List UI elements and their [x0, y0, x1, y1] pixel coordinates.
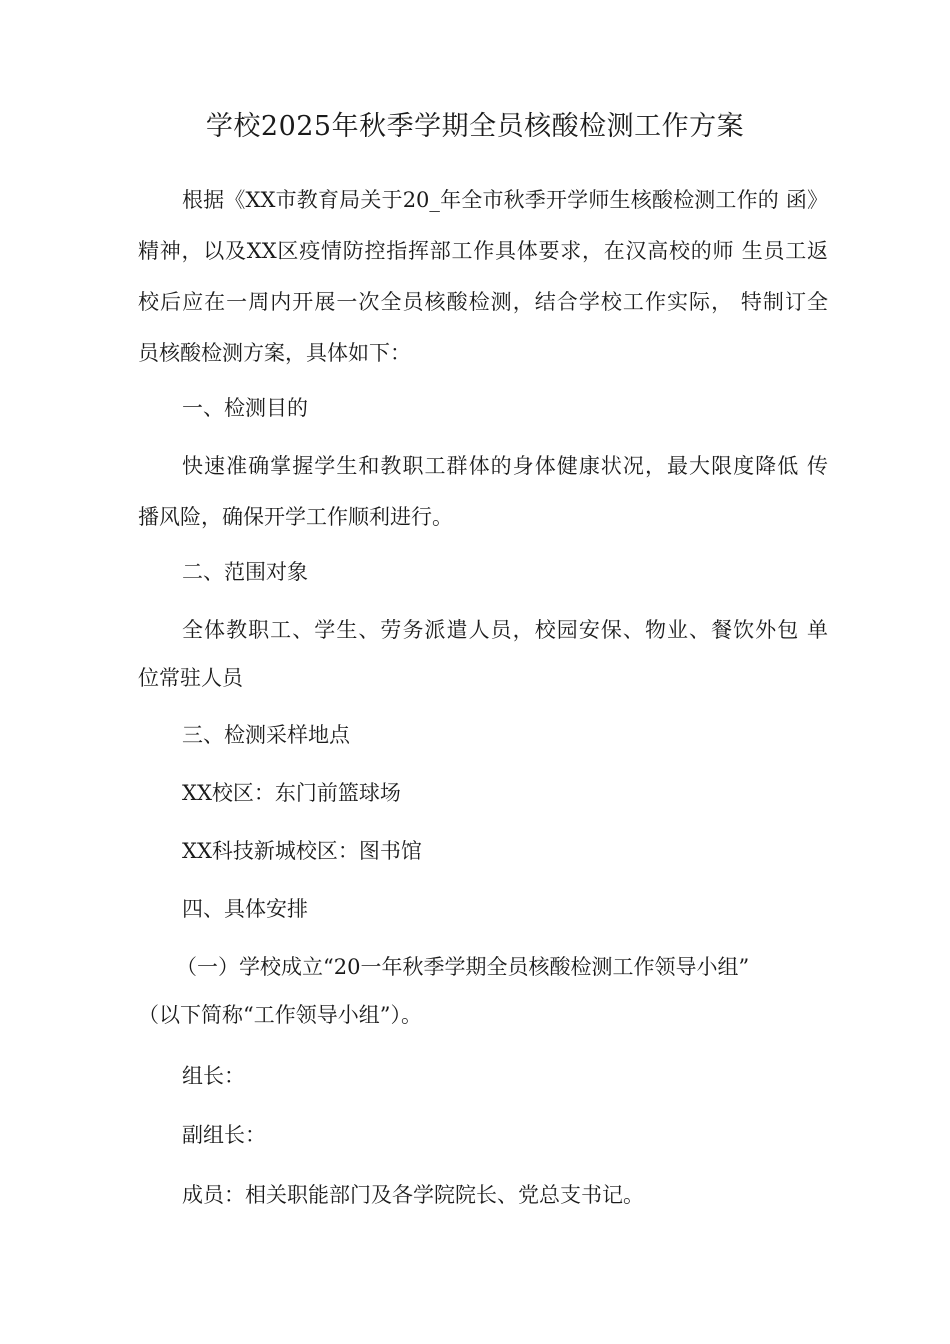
section-heading-scope: 二、范围对象	[182, 560, 308, 584]
role-deputy-leader: 副组长：	[182, 1123, 266, 1147]
location-item-1: XX校区：东门前篮球场	[182, 781, 401, 805]
section-heading-arrangement: 四、具体安排	[182, 897, 308, 921]
intro-line-1: 根据《XX市教育局关于20_年全市秋季开学师生核酸检测工作的 函》	[182, 188, 828, 212]
intro-line-4: 员核酸检测方案，具体如下：	[138, 341, 411, 365]
scope-line-1: 全体教职工、学生、劳务派遣人员，校园安保、物业、餐饮外包 单	[182, 618, 828, 642]
role-members: 成员：相关职能部门及各学院院长、党总支书记。	[182, 1183, 644, 1207]
purpose-line-1: 快速准确掌握学生和教职工群体的身体健康状况，最大限度降低 传	[182, 454, 828, 478]
purpose-line-2: 播风险，确保开学工作顺利进行。	[138, 505, 453, 529]
scope-line-2: 位常驻人员	[138, 666, 243, 690]
section-heading-location: 三、检测采样地点	[182, 723, 350, 747]
arrangement-line-1: （一）学校成立“20一年秋季学期全员核酸检测工作领导小组”	[176, 955, 750, 979]
intro-line-3: 校后应在一周内开展一次全员核酸检测，结合学校工作实际， 特制订全	[138, 290, 828, 314]
document-title: 学校2025年秋季学期全员核酸检测工作方案	[205, 111, 745, 142]
section-heading-purpose: 一、检测目的	[182, 396, 308, 420]
arrangement-line-2: （以下简称“工作领导小组”）。	[138, 1003, 422, 1027]
intro-line-2: 精神，以及XX区疫情防控指挥部工作具体要求，在汉高校的师 生员工返	[138, 239, 828, 263]
role-leader: 组长：	[182, 1064, 245, 1088]
location-item-2: XX科技新城校区：图书馆	[182, 839, 422, 863]
